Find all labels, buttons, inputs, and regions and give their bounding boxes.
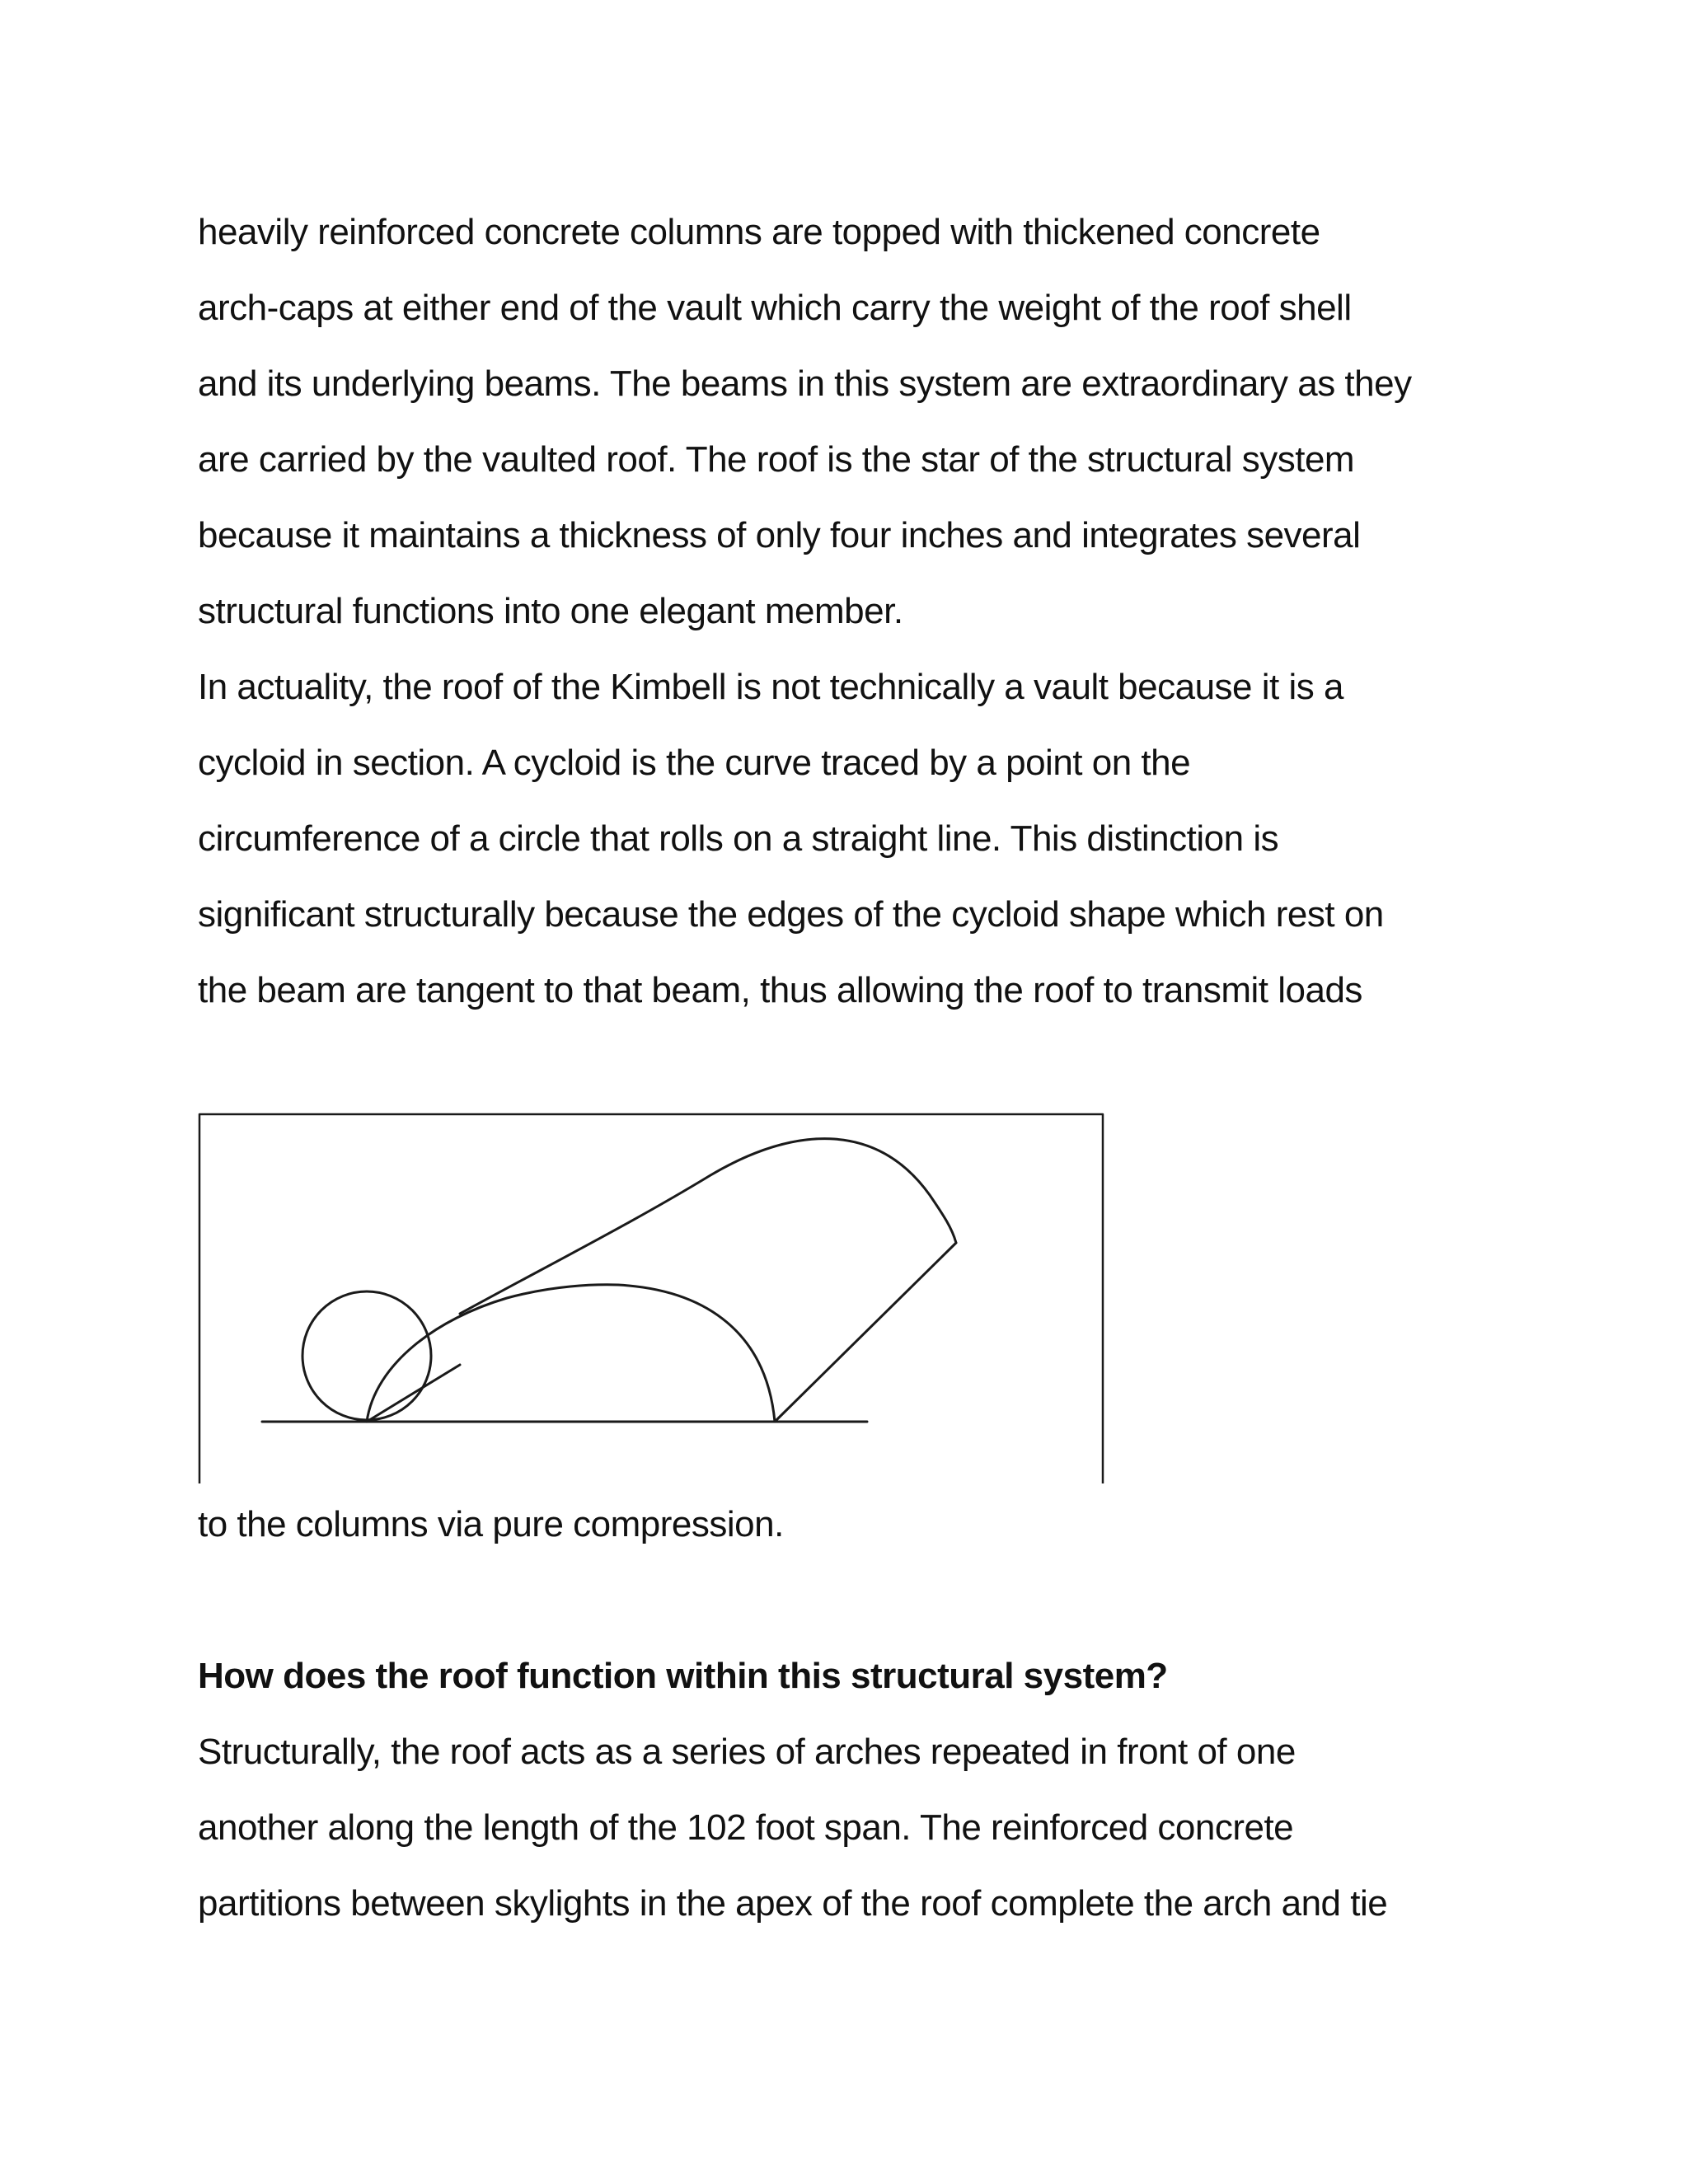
section-heading: How does the roof function within this structural system?	[198, 1656, 1168, 1696]
body-text-line: the beam are tangent to that beam, thus allowing the roof to transmit loads	[198, 970, 1362, 1010]
body-text-line: arch-caps at either end of the vault which carry the weight of the roof shell	[198, 288, 1352, 328]
body-text-line: because it maintains a thickness of only four inches and integrates several	[198, 515, 1361, 555]
body-text-line: significant structurally because the edges of the cycloid shape which rest on	[198, 894, 1384, 935]
projection-line-left	[367, 1365, 460, 1422]
cycloid-diagram	[198, 1113, 1104, 1483]
body-text-line: heavily reinforced concrete columns are topped with thickened concrete	[198, 212, 1320, 252]
rolling-circle	[302, 1291, 431, 1420]
body-text-line: circumference of a circle that rolls on a straight line. This distinction is	[198, 818, 1279, 859]
body-text-line: partitions between skylights in the apex of the roof complete the arch and tie	[198, 1883, 1388, 1924]
body-text-line: structural functions into one elegant member.	[198, 591, 903, 631]
body-text-line: and its underlying beams. The beams in this system are extraordinary as they	[198, 363, 1412, 404]
body-text-line: to the columns via pure compression.	[198, 1504, 784, 1544]
body-text-line: In actuality, the roof of the Kimbell is not technically a vault because it is a	[198, 667, 1343, 707]
projection-line-right	[775, 1243, 956, 1422]
back-cycloid-curve	[460, 1139, 956, 1314]
body-text-line: another along the length of the 102 foot span. The reinforced concrete	[198, 1807, 1294, 1848]
body-text-line: cycloid in section. A cycloid is the curve traced by a point on the	[198, 743, 1191, 783]
body-text-line: Structurally, the roof acts as a series of arches repeated in front of one	[198, 1732, 1296, 1772]
body-text-line: are carried by the vaulted roof. The roof is the star of the structural system	[198, 439, 1355, 480]
front-cycloid-curve	[367, 1285, 775, 1422]
